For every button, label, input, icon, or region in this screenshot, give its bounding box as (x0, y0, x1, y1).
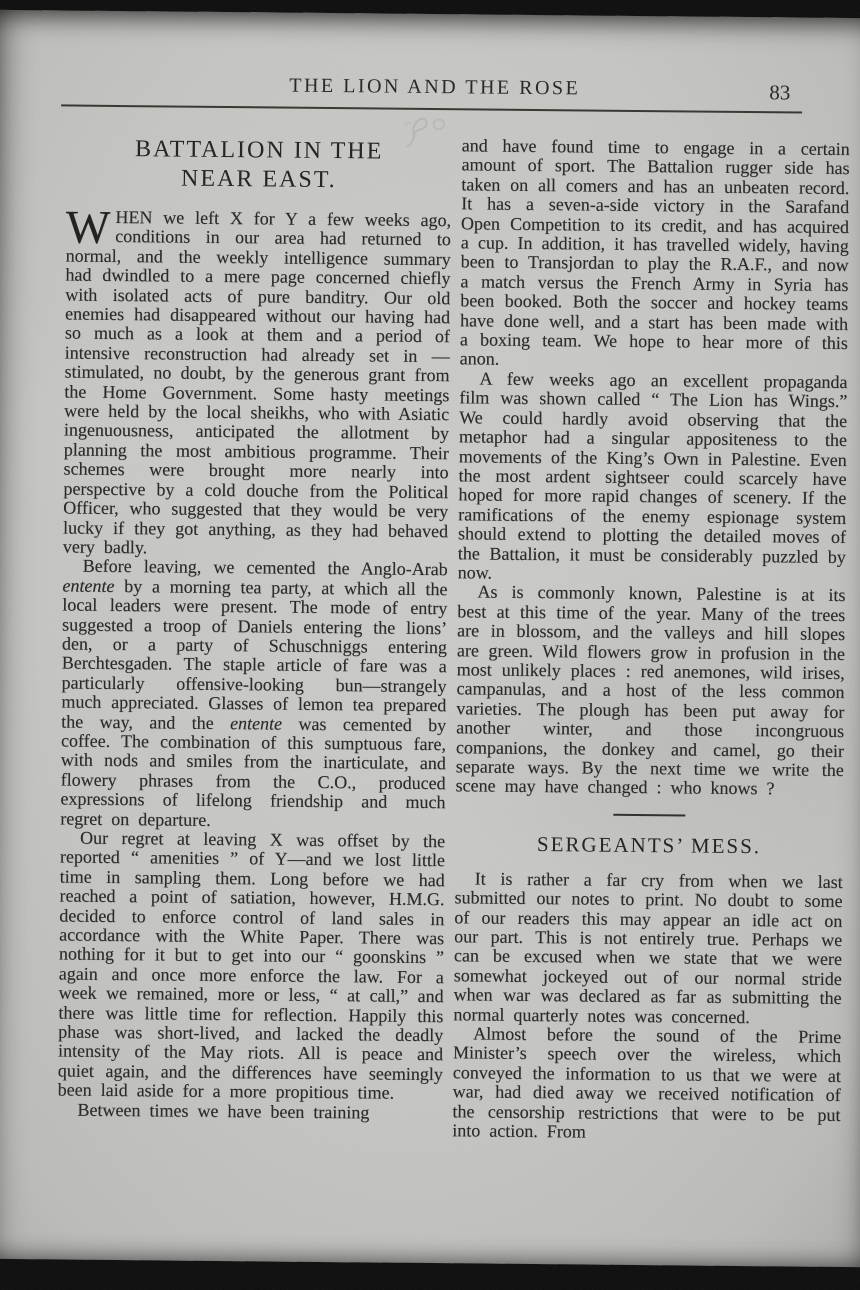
text-run: Between times we have been training (77, 1099, 370, 1123)
running-head (67, 72, 850, 126)
page-content (57, 72, 850, 1144)
text-run: It is rather a far cry from when we last submitted our notes to print. No doubt to some of our readers this may appear an idle act on our part. This is not entirely true. Perhaps we can be excused when we state that we were somewhat jockeyed out of our normal stride when war was declared as far as submitting the normal quarterly notes was concerned. (453, 868, 843, 1027)
text-run: Almost before the sound of the Prime Minister’s speech over the wireless, which conveyed the information to us that we were at war, had died away we received notification of the censorship restrictions that were to be put into action. From (452, 1023, 842, 1142)
right-column (452, 136, 850, 1144)
paragraph (460, 136, 850, 373)
paragraph (57, 1100, 442, 1123)
text-run: A few weeks ago an excellent propaganda film was shown called “ The Lion has Wings.” We could hardly avoid observing that the metaphor had a singular appositeness to the movements of the King’s Own in Palestine. Even the most ardent sightseer could scarcely have hoped for more rapid changes of scenery. If the ramifications of the enemy espionage system should extend to plotting the detailed moves of the Battalion, it must be considerably puzzled by now. (457, 368, 848, 583)
italic-text-run: entente (229, 712, 283, 734)
article-heading-line2: NEAR EAST. (180, 165, 337, 194)
text-run: by a morning tea party, at which all the local leaders were present. The mode of entry suggested a troop of Daniels entering the lions’ den, or a party of Schuschniggs entering Berchtesgaden. The staple article of fare was a particularly offensive-looking bun—strangely much appreciated. Glasses of lemon tea prepared the way, and the (61, 575, 448, 733)
left-column (57, 132, 452, 1140)
italic-text-run: entente (62, 575, 115, 596)
page-number: 83 (769, 80, 791, 105)
battalion-article-heading (66, 134, 452, 196)
paragraph (453, 869, 842, 1028)
paragraph (458, 369, 848, 586)
section-divider (613, 814, 685, 817)
sergeants-mess-paragraphs (452, 869, 843, 1144)
paragraph (455, 583, 845, 800)
journal-title: THE LION AND THE ROSE (289, 74, 581, 100)
article-heading-line1: BATTALION IN THE (134, 136, 384, 165)
header-rule (61, 104, 802, 113)
text-run: Before leaving, we cemented the Anglo-Arab (82, 555, 448, 580)
text-run: Our regret at leaving X was offset by the reported “ amenities ” of Y—and we lost little time in sampling them. Long before we had reached a point of satiation, however, H.M.G. decided to enforce control of land sales in accordance with the White Paper. There was nothing for it but to get into our “ goonskins ” again and once more enforce the law. For a week we remained, more or less, “ at call,” and there was little time for reflection. Happily this phase was short-lived, and lacked the deadly intensity of the May riots. All is peace and quiet again, and the differences have seemingly been laid aside for a more propitious time. (57, 827, 446, 1103)
battalion-left-paragraphs (57, 201, 452, 1123)
paragraph (60, 557, 448, 832)
battalion-right-paragraphs (455, 136, 849, 800)
text-run: HEN we left X for Y a few weeks ago, conditions in our area had returned to normal, and the weekly intelligence summary had dwindled to a mere page concerned chiefly with isolated acts of pure banditry. Our old enemies had disappeared without our having had so much as a look at them and a period of intensive reconstruction had already set in —stimulated, no doubt, by the generous grant from the Home Government. Some hasty meetings were held by the local sheikhs, who with Asiatic ingenuousness, anticipated the allotment by planning the most ambitious programme. Their schemes were brought more nearly into perspective by a cold douche from the Political Officer, who suggested that they would be very lucky if they got anything, as they had behaved very badly. (62, 206, 452, 558)
drop-cap: W (65, 201, 111, 254)
page-scan (0, 10, 860, 1267)
two-column-text (57, 132, 850, 1144)
text-run: was cemented by coffee. The combination of this sumptuous fare, with nods and smiles from the inarticulate, and flowery phrases from the C.O., produced expressions of lifelong friendship and much regret on departure. (60, 713, 447, 830)
paragraph (62, 201, 452, 560)
text-run: As is commonly known, Palestine is at its best at this time of the year. Many of the trees are in blossom, and the valleys and hill slopes are green. Wild flowers grow in profusion in the most unlikely places : red anemones, wild irises, campanulas, and a host of the less common varieties. The plough has been put away for another winter, and those incongruous companions, the donkey and camel, go their separate ways. By the next time we write the scene may have changed : who knows ? (455, 581, 846, 799)
paragraph (58, 828, 446, 1103)
sergeants-mess-heading: SERGEANTS’ MESS. (536, 831, 762, 858)
paragraph (452, 1024, 841, 1144)
text-run: and have found time to engage in a certain amount of sport. The Battalion rugger side has taken on all comers and has an unbeaten record. It has a seven-a-side victory in the Sarafand Open Competition to its credit, and has acquired a cup. In addition, it has travelled widely, having been to Transjordan to play the R.A.F., and now a match versus the French Army in Syria has been booked. Both the soccer and hockey teams have done well, and a start has been made with a boxing team. We hope to hear more of this anon. (459, 135, 850, 370)
